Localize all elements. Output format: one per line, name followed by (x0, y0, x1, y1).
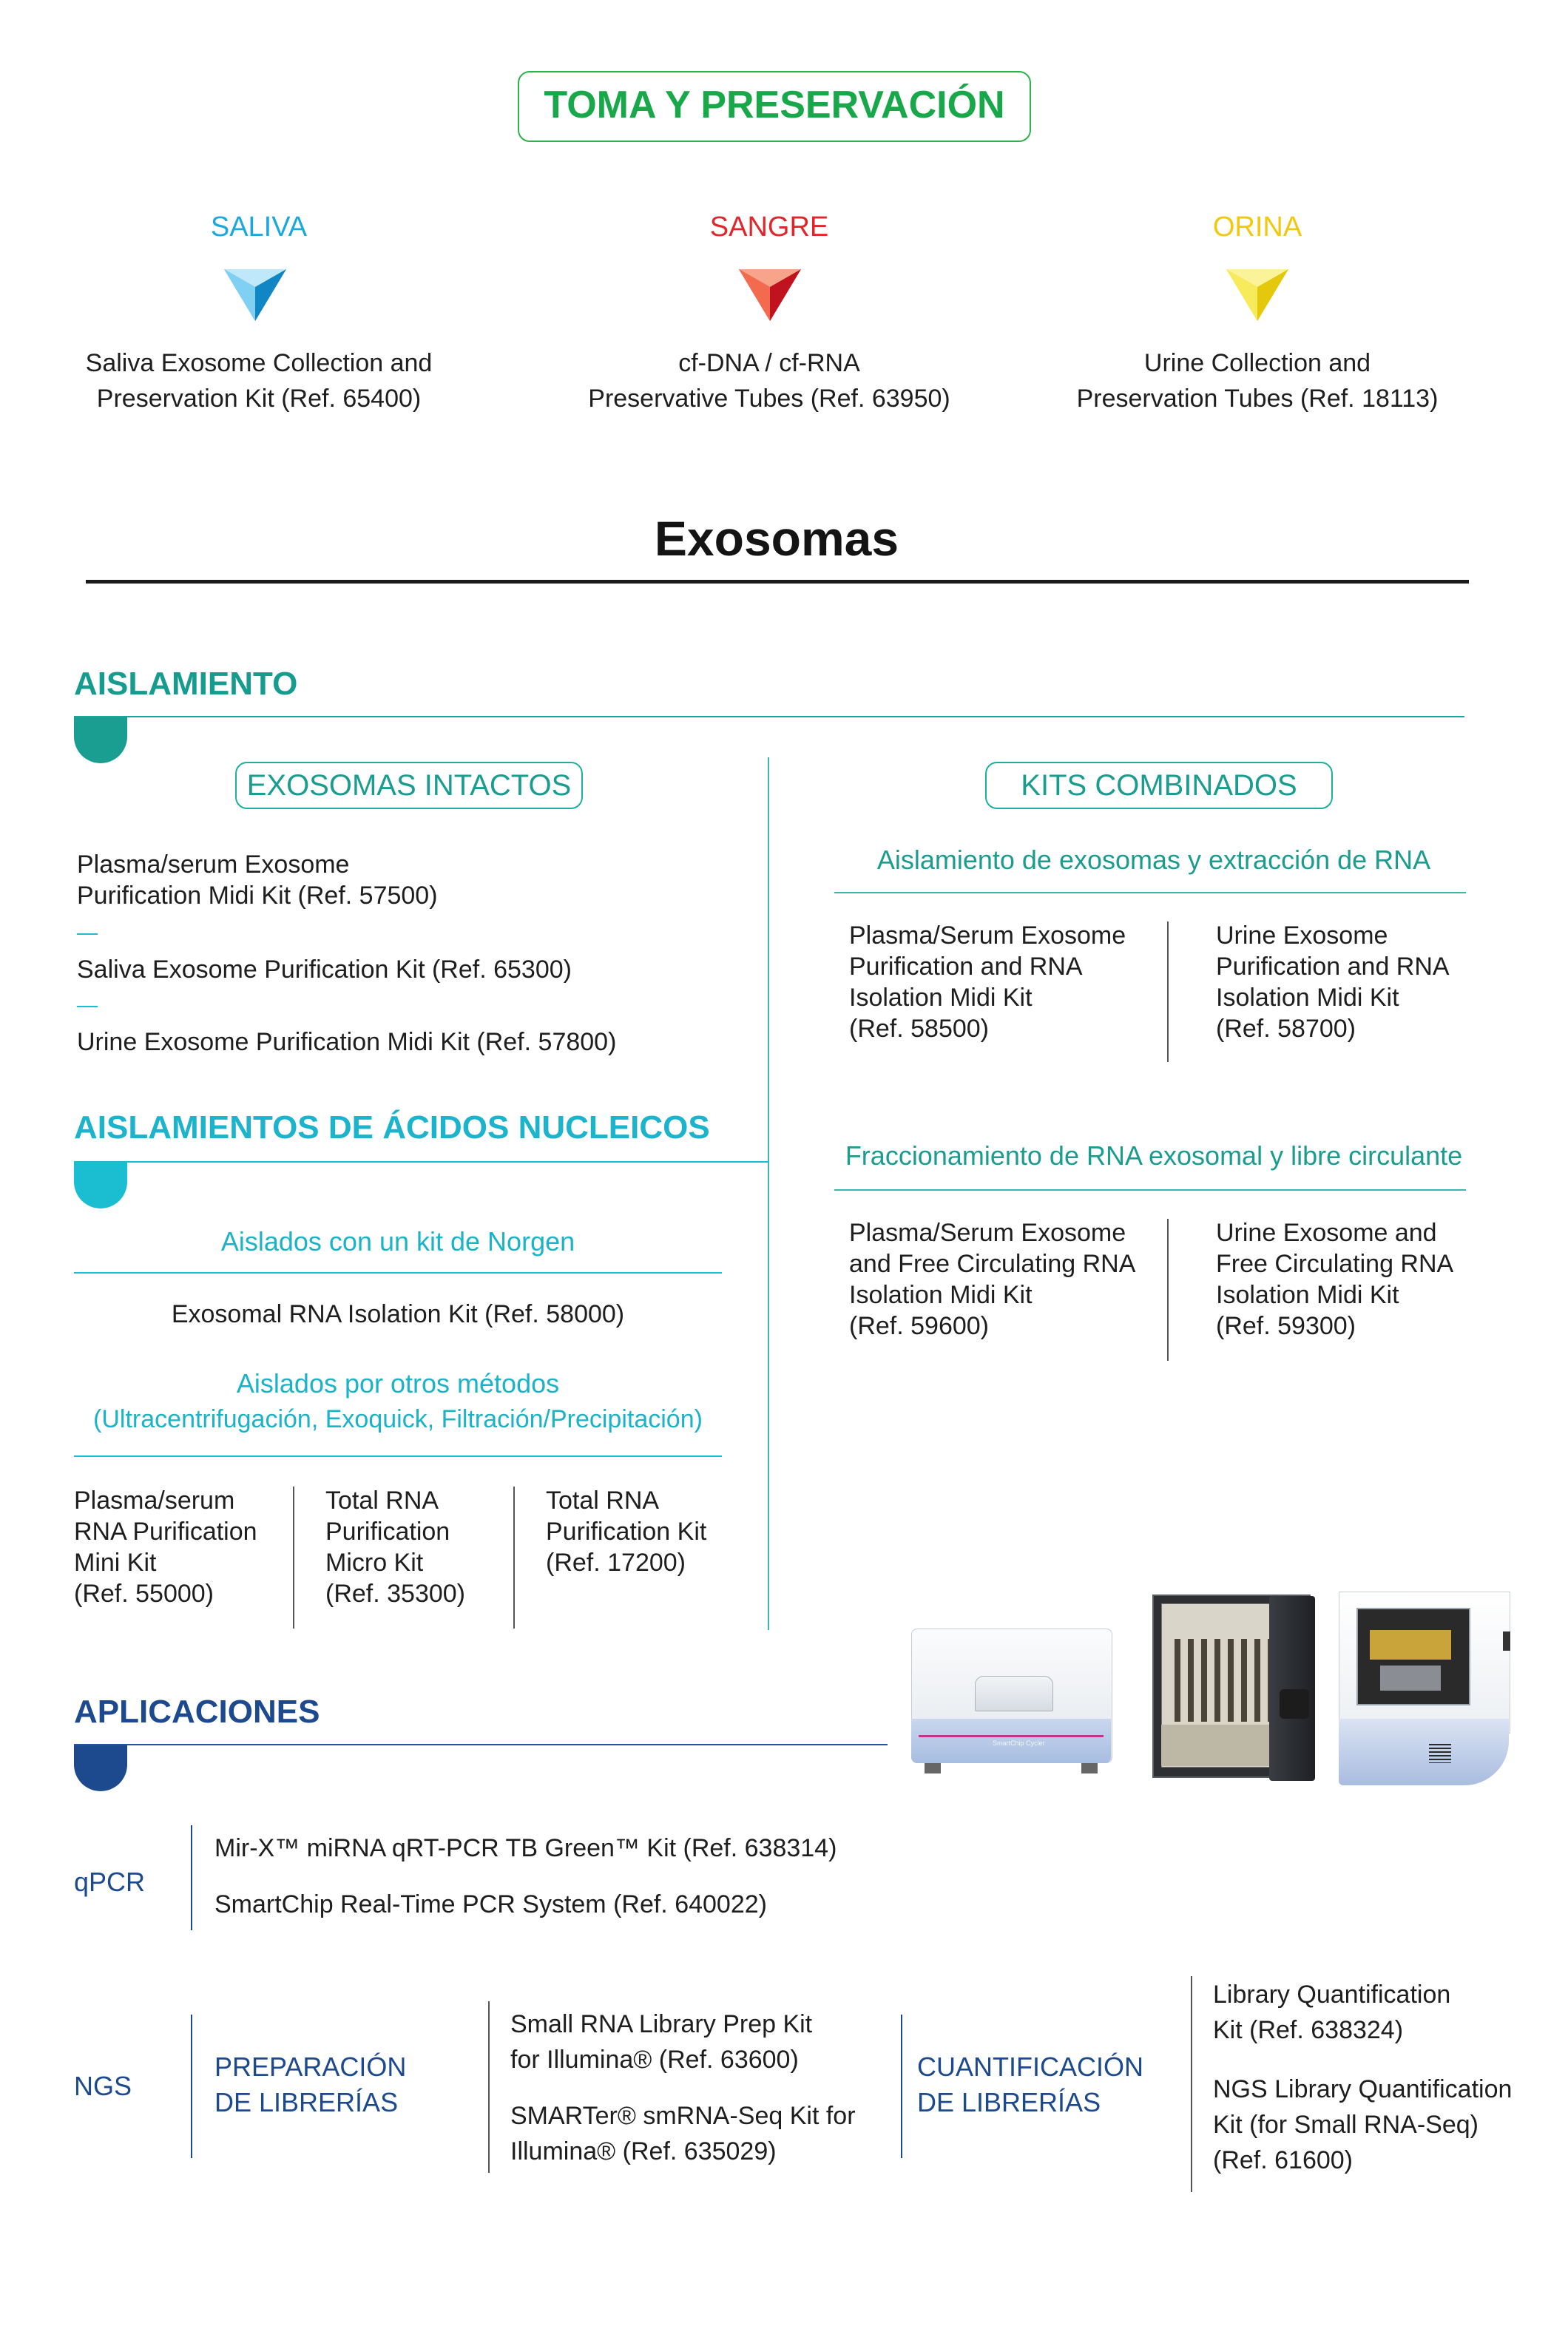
sangre-line2: Preservative Tubes (Ref. 63950) (588, 385, 950, 413)
ngs-divider-3 (901, 2015, 902, 2158)
nucleic-col2-3: Micro Kit (325, 1549, 424, 1577)
device-label: SmartChip Cycler (993, 1739, 1045, 1747)
quant-item-1: Library Quantification (1213, 1981, 1451, 2009)
ngs-label: NGS (74, 2071, 132, 2101)
nucleic-rule (74, 1161, 769, 1163)
instrument-handle (1503, 1631, 1510, 1651)
instrument-knob (1280, 1689, 1309, 1719)
section-title-nucleic: AISLAMIENTOS DE ÁCIDOS NUCLEICOS (74, 1109, 710, 1146)
combined-sub2-title: Fraccionamiento de RNA exosomal y libre circulante (845, 1140, 1463, 1171)
combined-sub1-left-3: Isolation Midi Kit (849, 984, 1033, 1012)
orina-label: ORINA (1212, 212, 1302, 243)
nucleic-col2-4: (Ref. 35300) (325, 1580, 465, 1608)
ngs-divider-4 (1191, 1976, 1192, 2192)
liquid-handler-cover (1269, 1596, 1315, 1781)
combined-sub2-left-4: (Ref. 59600) (849, 1312, 989, 1340)
combined-sub1-right-2: Purification and RNA (1216, 953, 1450, 981)
combined-sub1-right-4: (Ref. 58700) (1216, 1015, 1356, 1043)
intact-dash-2 (77, 1006, 98, 1007)
combined-sub2-left-3: Isolation Midi Kit (849, 1281, 1033, 1309)
qpcr-item-2: SmartChip Real-Time PCR System (Ref. 640022) (214, 1890, 767, 1918)
combined-sub1-left-1: Plasma/Serum Exosome (849, 922, 1126, 950)
combined-sub2-right-3: Isolation Midi Kit (1216, 1281, 1399, 1309)
quant-item-3: NGS Library Quantification (1213, 2075, 1513, 2103)
smartchip-cycler-image (904, 1624, 1118, 1782)
aislamiento-rule (74, 716, 1464, 717)
center-divider (768, 757, 769, 1630)
quant-item-2: Kit (Ref. 638324) (1213, 2016, 1404, 2044)
prep-title-2: DE LIBRERÍAS (214, 2087, 399, 2117)
page-title: Exosomas (654, 511, 899, 566)
saliva-line1: Saliva Exosome Collection and (85, 349, 433, 377)
combined-sub1-rule (834, 892, 1466, 893)
section-title-aplicaciones: APLICACIONES (74, 1694, 320, 1730)
other-methods-subtitle: (Ultracentrifugación, Exoquick, Filtración/Precipitación) (93, 1405, 703, 1433)
ngs-divider-2 (488, 2001, 490, 2173)
nucleic-divider-2 (513, 1487, 515, 1629)
intact-item1-line2: Purification Midi Kit (Ref. 57500) (77, 882, 438, 910)
aplicaciones-rule (74, 1744, 888, 1745)
prep-item-4: Illumina® (Ref. 635029) (510, 2137, 777, 2165)
nucleic-col3-2: Purification Kit (546, 1518, 707, 1546)
norgen-title: Aislados con un kit de Norgen (220, 1226, 575, 1257)
nucleic-col2-2: Purification (325, 1518, 450, 1546)
aplicaciones-tab (74, 1745, 127, 1791)
nucleic-col2-1: Total RNA (325, 1487, 439, 1515)
prep-item-1: Small RNA Library Prep Kit (510, 2010, 813, 2038)
saliva-line2: Preservation Kit (Ref. 65400) (96, 385, 422, 413)
title-underline (86, 580, 1469, 584)
intact-dash-1 (77, 933, 98, 935)
combined-sub2-left-1: Plasma/Serum Exosome (849, 1219, 1126, 1247)
nucleic-col1-3: Mini Kit (74, 1549, 157, 1577)
nucleic-tab (74, 1163, 127, 1208)
nucleic-col1-2: RNA Purification (74, 1518, 257, 1546)
combined-sub1-right-1: Urine Exosome (1216, 922, 1388, 950)
combined-sub1-left-2: Purification and RNA (849, 953, 1083, 981)
sangre-line1: cf-DNA / cf-RNA (678, 349, 860, 377)
norgen-item: Exosomal RNA Isolation Kit (Ref. 58000) (171, 1300, 625, 1328)
nucleic-col3-1: Total RNA (546, 1487, 660, 1515)
combined-sub2-divider (1167, 1219, 1169, 1361)
orina-line1: Urine Collection and (1143, 349, 1371, 377)
quant-item-4: Kit (for Small RNA-Seq) (1213, 2111, 1479, 2139)
combined-sub2-right-2: Free Circulating RNA (1216, 1250, 1454, 1278)
prep-title-1: PREPARACIÓN (214, 2052, 407, 2082)
intact-item3: Urine Exosome Purification Midi Kit (Ref. 57800) (77, 1028, 617, 1056)
other-methods-rule (74, 1455, 722, 1457)
norgen-rule (74, 1272, 722, 1274)
saliva-label: SALIVA (210, 212, 308, 243)
qpcr-item-1: Mir-X™ miRNA qRT-PCR TB Green™ Kit (Ref. 638314) (214, 1834, 837, 1862)
intact-item2: Saliva Exosome Purification Kit (Ref. 65300) (77, 956, 572, 984)
nucleic-col1-1: Plasma/serum (74, 1487, 235, 1515)
quant-title-1: CUANTIFICACIÓN (917, 2052, 1143, 2082)
sangre-label: SANGRE (709, 212, 829, 243)
header-title: TOMA Y PRESERVACIÓN (544, 84, 1005, 126)
combined-sub1-left-4: (Ref. 58500) (849, 1015, 989, 1043)
combined-sub1-right-3: Isolation Midi Kit (1216, 984, 1399, 1012)
combined-sub2-rule (834, 1189, 1466, 1191)
combined-sub2-left-2: and Free Circulating RNA (849, 1250, 1136, 1278)
prep-item-2: for Illumina® (Ref. 63600) (510, 2046, 799, 2074)
quant-title-2: DE LIBRERÍAS (917, 2087, 1101, 2117)
qpcr-divider (191, 1825, 192, 1930)
nucleic-col1-4: (Ref. 55000) (74, 1580, 214, 1608)
orina-line2: Preservation Tubes (Ref. 18113) (1076, 385, 1439, 413)
orina-triangle-icon (1226, 269, 1288, 321)
section-title-aislamiento: AISLAMIENTO (74, 666, 298, 702)
sangre-triangle-icon (739, 269, 801, 321)
other-methods-title: Aislados por otros métodos (236, 1368, 560, 1399)
nucleic-divider-1 (293, 1487, 294, 1629)
combined-sub1-title: Aislamiento de exosomas y extracción de RNA (876, 845, 1431, 875)
ngs-divider-1 (191, 2015, 192, 2158)
combined-sub2-right-1: Urine Exosome and (1216, 1219, 1437, 1247)
combined-sub2-right-4: (Ref. 59300) (1216, 1312, 1356, 1340)
intact-pill: EXOSOMAS INTACTOS (235, 762, 583, 809)
qpcr-label: qPCR (74, 1867, 146, 1897)
nucleic-col3-3: (Ref. 17200) (546, 1549, 686, 1577)
extraction-instrument-image (1336, 1578, 1513, 1791)
saliva-triangle-icon (224, 269, 286, 321)
intact-item1-line1: Plasma/serum Exosome (77, 851, 350, 879)
combined-pill: KITS COMBINADOS (985, 762, 1333, 809)
prep-item-3: SMARTer® smRNA-Seq Kit for (510, 2102, 856, 2130)
aislamiento-tab (74, 717, 127, 763)
quant-item-5: (Ref. 61600) (1213, 2146, 1353, 2174)
combined-sub1-divider (1167, 922, 1169, 1062)
